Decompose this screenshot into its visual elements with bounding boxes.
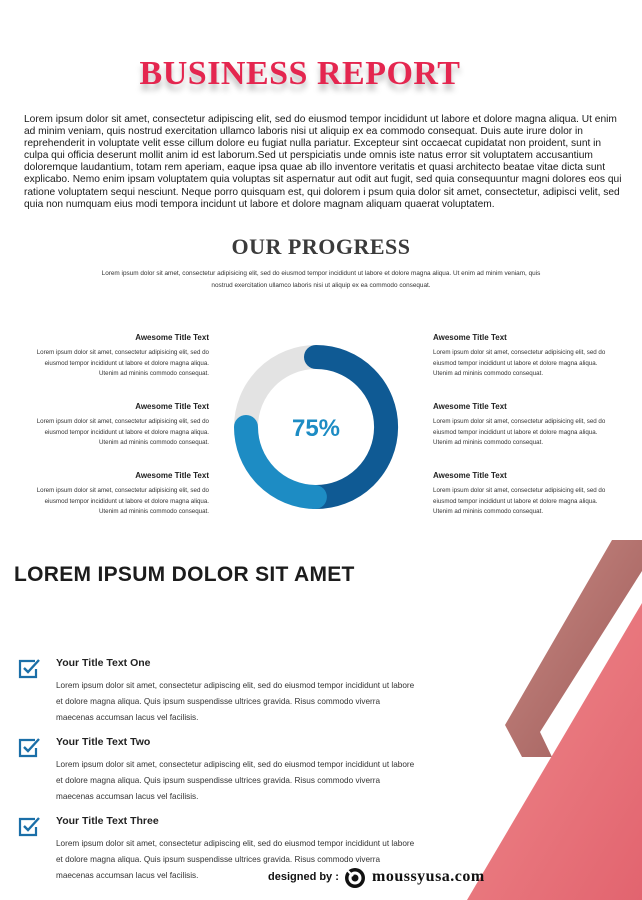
feature-right-1 (433, 333, 618, 380)
item-title: Your Title Text One (56, 657, 151, 669)
item-text: Lorem ipsum dolor sit amet, consectetur adipiscing elit, sed do eiusmod tempor incididunt ut labore et dolore magna aliqua. Quis ipsum suspendisse ultrices gravida. Risus commodo viverra maecenas accumsan lacus vel facilisis. (56, 681, 415, 722)
item-title: Your Title Text Two (56, 736, 151, 748)
credit-site: moussyusa.com (372, 868, 485, 885)
feature-title: Awesome Title Text (433, 471, 507, 480)
feature-right-3 (433, 471, 618, 518)
checkbox-check-icon (18, 815, 40, 837)
feature-right-2 (433, 402, 618, 449)
credit-label: designed by : (268, 871, 339, 883)
feature-title: Awesome Title Text (135, 333, 209, 342)
feature-text: Lorem ipsum dolor sit amet, consectetur adipisicing elit, sed do eiusmod tempor incididunt ut labore et dolore magna aliqua. Utenim ad mininis commodo consequat. (433, 418, 606, 446)
intro-paragraph: Lorem ipsum dolor sit amet, consectetur adipiscing elit, sed do eiusmod tempor incididunt ut labore et dolore magna aliqua. Ut enim ad minim veniam, quis nostrud exercitation ullamco laboris nisi ut aliquip ex ea commodo consequat. Duis aute irure dolor in reprehenderit in voluptate velit esse cillum dolore eu fugiat nulla pariatur. Excepteur sint occaecat cupidatat non proident, sunt in culpa qui officia deserunt mollit anim id est laborum.Sed ut perspiciatis unde omnis iste natus error sit voluptatem accusantium doloremque laudantium, totam rem aperiam, eaque ipsa quae ab illo inventore veritatis et quasi architecto beatae vitae dicta sunt explicabo. Nemo enim ipsam voluptatem quia voluptas sit aspernatur aut odit aut fugit, sed quia consequuntur magni dolores eos qui ratione voluptatem sequi nesciunt. Neque porro quisquam est, qui dolorem i psum quia dolor sit amet, consectetur, adipisci velit, sed quia non numquam eius modi tempora incidunt ut labore et dolore magnam aliquam quaerat voluptatem. (24, 114, 622, 210)
decorative-shapes (440, 535, 642, 900)
section-heading: LOREM IPSUM DOLOR SIT AMET (14, 563, 355, 586)
item-title: Your Title Text Three (56, 815, 159, 827)
item-text: Lorem ipsum dolor sit amet, consectetur adipiscing elit, sed do eiusmod tempor incididunt ut labore et dolore magna aliqua. Quis ipsum suspendisse ultrices gravida. Risus commodo viverra maecenas accumsan lacus vel facilisis. (56, 839, 415, 880)
brand-logo-icon (344, 867, 366, 889)
feature-left-2 (24, 402, 209, 449)
designer-credit (266, 866, 596, 892)
checkbox-check-icon (18, 736, 40, 758)
feature-text: Lorem ipsum dolor sit amet, consectetur adipisicing elit, sed do eiusmod tempor incididunt ut labore et dolore magna aliqua. Utenim ad mininis commodo consequat. (433, 487, 606, 515)
feature-text: Lorem ipsum dolor sit amet, consectetur adipisicing elit, sed do eiusmod tempor incididunt ut labore et dolore magna aliqua. Utenim ad mininis commodo consequat. (36, 349, 209, 377)
feature-title: Awesome Title Text (433, 333, 507, 342)
feature-title: Awesome Title Text (433, 402, 507, 411)
page-title: BUSINESS REPORT (139, 55, 461, 92)
percent-label: 75% (291, 415, 341, 442)
feature-text: Lorem ipsum dolor sit amet, consectetur adipisicing elit, sed do eiusmod tempor incididunt ut labore et dolore magna aliqua. Utenim ad mininis commodo consequat. (433, 349, 606, 377)
feature-left-3 (24, 471, 209, 518)
checkbox-check-icon (18, 657, 40, 679)
feature-title: Awesome Title Text (135, 402, 209, 411)
item-text: Lorem ipsum dolor sit amet, consectetur adipiscing elit, sed do eiusmod tempor incididunt ut labore et dolore magna aliqua. Quis ipsum suspendisse ultrices gravida. Risus commodo viverra maecenas accumsan lacus vel facilisis. (56, 760, 415, 801)
feature-text: Lorem ipsum dolor sit amet, consectetur adipisicing elit, sed do eiusmod tempor incididunt ut labore et dolore magna aliqua. Utenim ad mininis commodo consequat. (36, 487, 209, 515)
progress-title: OUR PROGRESS (231, 234, 411, 259)
feature-title: Awesome Title Text (135, 471, 209, 480)
progress-description: Lorem ipsum dolor sit amet, consectetur adipisicing elit, sed do eiusmod tempor incididunt ut labore et dolore magna aliqua. Ut enim ad minim veniam, quis nostrud exercitation ullamco laboris nisi ut aliquip ex ea commodo consequat. (101, 270, 541, 289)
progress-donut (232, 340, 400, 515)
feature-text: Lorem ipsum dolor sit amet, consectetur adipisicing elit, sed do eiusmod tempor incididunt ut labore et dolore magna aliqua. Utenim ad mininis commodo consequat. (36, 418, 209, 446)
feature-left-1 (24, 333, 209, 380)
